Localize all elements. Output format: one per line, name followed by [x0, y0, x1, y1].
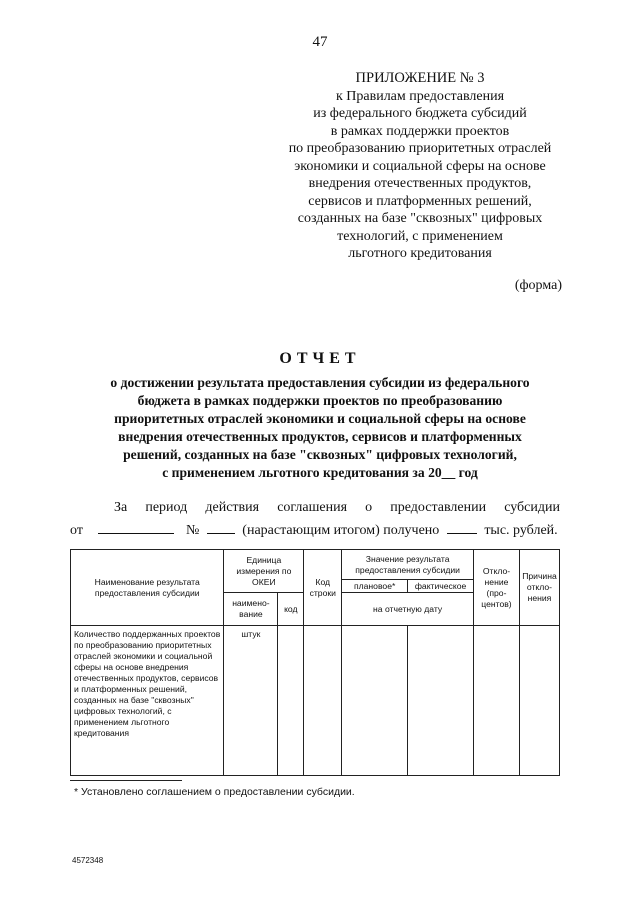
appendix-header [255, 70, 585, 263]
row-unit-name: штук [224, 626, 278, 776]
row-actual[interactable] [408, 626, 474, 776]
date-blank[interactable] [98, 521, 174, 534]
header-reason: Причина откло-нения [519, 550, 559, 626]
appendix-line: созданных на базе "сквозных" цифровых [297, 211, 543, 226]
row-result-name: Количество поддержанных проектов по преобразованию приоритетных отраслей экономики и социальной сферы на основе внедрения отечественных продуктов, сервисов и платформенных решений, созданных на базе "сквозных" цифровых технологий, с применением льготного кредитования [71, 626, 224, 776]
number-sign: № [185, 523, 200, 538]
row-code[interactable] [304, 626, 342, 776]
subtitle-line: приоритетных отраслей экономики и социальной сферы на основе [114, 411, 526, 426]
appendix-line: экономики и социальной сферы на основе [294, 158, 546, 174]
period-line-2 [70, 521, 560, 539]
appendix-line: по преобразованию приоритетных отраслей [288, 141, 552, 156]
cumulative-text: (нарастающим итогом) получено [242, 523, 440, 538]
period-line-1 [70, 500, 560, 516]
header-deviation: Откло-нение (про-центов) [474, 550, 520, 626]
header-on-date: на отчетную дату [342, 593, 474, 626]
footnote-divider [70, 780, 182, 781]
row-deviation[interactable] [474, 626, 520, 776]
number-blank[interactable] [207, 521, 235, 534]
header-unit-code: код [278, 593, 304, 626]
row-planned[interactable] [342, 626, 408, 776]
appendix-line: в рамках поддержки проектов [330, 123, 510, 139]
appendix-heading: ПРИЛОЖЕНИЕ № 3 [355, 70, 485, 86]
header-value: Значение результата предоставления субсидии [342, 550, 474, 580]
subtitle-line: бюджета в рамках поддержки проектов по преобразованию [137, 393, 503, 408]
appendix-line: внедрения отечественных продуктов, [308, 176, 532, 191]
appendix-line: льготного кредитования [348, 246, 492, 261]
appendix-line: сервисов и платформенных решений, [308, 193, 532, 209]
report-table [70, 549, 560, 776]
subtitle-line: с применением льготного кредитования за 20__ год [162, 465, 478, 480]
row-unit-code[interactable] [278, 626, 304, 776]
report-title: ОТЧЕТ [279, 350, 361, 367]
appendix-line: к Правилам предоставления [335, 88, 505, 104]
unit-text: тыс. рублей. [484, 523, 558, 538]
table-row [71, 626, 560, 776]
amount-blank[interactable] [447, 521, 477, 534]
subtitle-line: о достижении результата предоставления субсидии из федерального [110, 375, 530, 390]
period-text: За период действия соглашения о предоставлении субсидии [114, 500, 560, 515]
header-unit-name: наимено-вание [224, 593, 278, 626]
form-label: (форма) [514, 278, 562, 293]
report-subtitle [70, 374, 570, 482]
period-from: от [70, 523, 83, 538]
appendix-line: технологий, с применением [337, 228, 503, 244]
document-id: 4572348 [72, 856, 104, 865]
row-reason[interactable] [519, 626, 559, 776]
header-row-code: Код строки [304, 550, 342, 626]
subtitle-line: решений, созданных на базе "сквозных" цифровых технологий, [123, 447, 517, 462]
header-actual: фактическое [408, 580, 474, 593]
header-result-name: Наименование результата предоставления субсидии [71, 550, 224, 626]
header-unit: Единица измерения по ОКЕИ [224, 550, 304, 593]
page-number: 47 [312, 34, 328, 50]
header-planned: плановое* [342, 580, 408, 593]
footnote: * Установлено соглашением о предоставлении субсидии. [74, 786, 355, 798]
appendix-line: из федерального бюджета субсидий [313, 106, 527, 121]
subtitle-line: внедрения отечественных продуктов, сервисов и платформенных [118, 429, 522, 444]
